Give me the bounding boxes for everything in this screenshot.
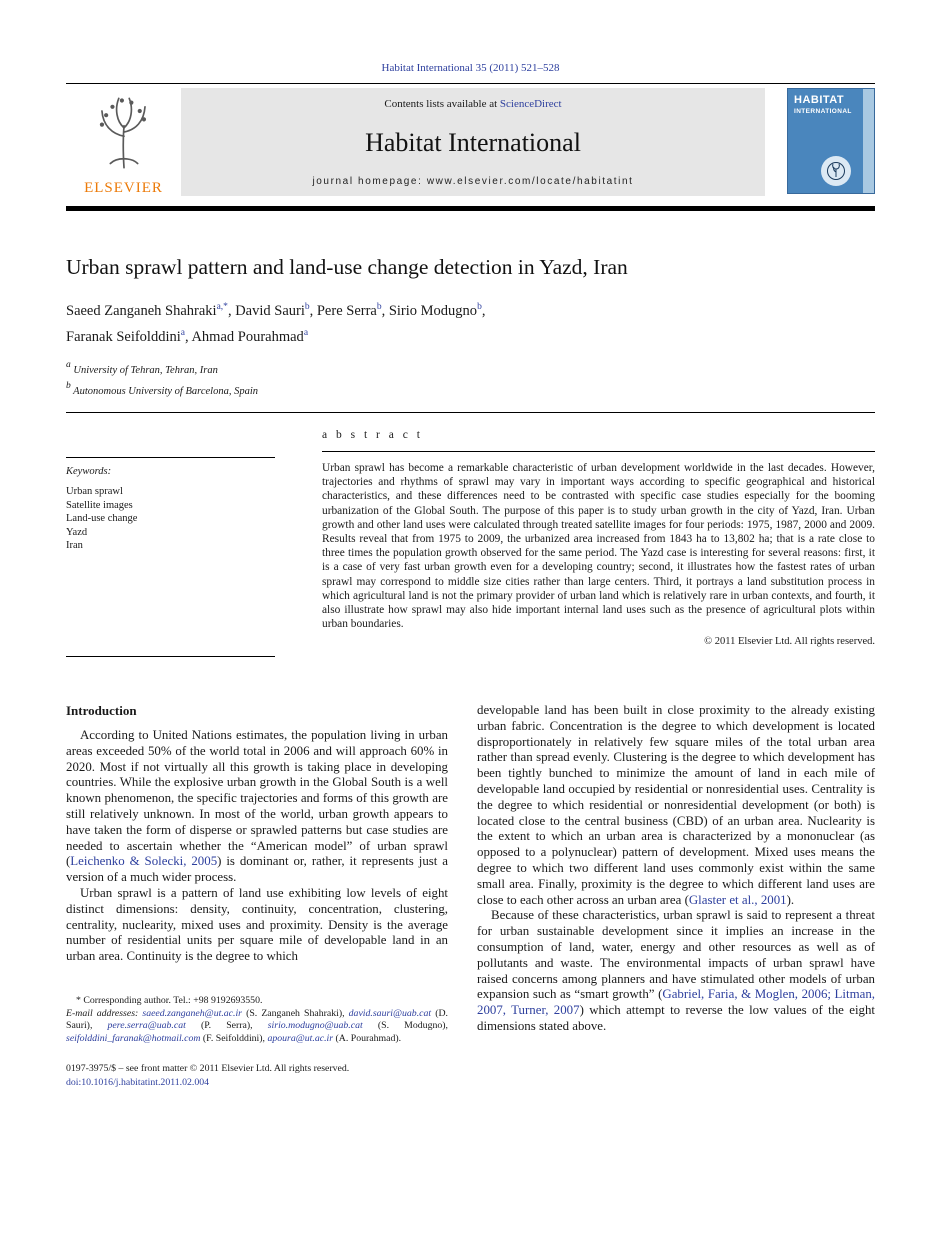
- text-run: (A. Pourahmad).: [333, 1032, 402, 1044]
- text-run: ) is dominant or, rather, it represents just a version of a much wider process.: [66, 854, 448, 885]
- authors-line-2: [66, 322, 875, 348]
- text-run: (F. Seifolddini),: [200, 1032, 268, 1044]
- inline-link[interactable]: b: [477, 302, 482, 312]
- text-run: a: [66, 360, 71, 370]
- text-run: Because of these characteristics, urban sprawl is said to represent a threat for urban sustainable development since it implies an increase in the consumption of land, water, energy and other resources as well as of pollutants and waste. The environmental impacts of urban sprawl have raised concerns among planners and have stimulated other models of urban expansion such as “smart growth” (: [477, 908, 875, 1002]
- elsevier-logo: [66, 88, 181, 196]
- text-run: Urban sprawl is a pattern of land use exhibiting low levels of eight distinct dimensions: density, continuity, concentration, clustering, centrality, nuclearity, mixed uses and proximity. Density is the average number of residential units per square mile of developable land in an urban area. Continuity is the degree to which: [66, 885, 448, 964]
- contents-line-prefix: Contents lists available at: [384, 98, 500, 110]
- text-run: , Sirio Modugno: [381, 303, 478, 319]
- keyword-item: Land-use change: [66, 513, 138, 525]
- info-section-top-rule: [66, 412, 875, 413]
- inline-link[interactable]: sirio.modugno@uab.cat: [267, 1020, 363, 1032]
- authors-line-1: [66, 296, 875, 322]
- inline-link[interactable]: pere.serra@uab.cat: [107, 1020, 186, 1032]
- journal-header-box: [181, 88, 765, 196]
- inline-link[interactable]: Glaster et al., 2001: [688, 892, 787, 907]
- doi-link[interactable]: doi:10.1016/j.habitatint.2011.02.004: [66, 1076, 210, 1088]
- body-paragraph-sprawl-threat: [477, 908, 875, 1034]
- cover-side-strip: [863, 89, 874, 193]
- abstract-text: Urban sprawl has become a remarkable characteristic of urban development worldwide in the last decades. However, trajectories and rhythms of sprawl may vary in important ways according to specific geographical and historical characteristics, and these differences need to be contrasted with specific case studies especially for the booming urbanization of the Global South. The purpose of this paper is to study urban growth in the city of Yazd, Iran. Urban growth and other land uses were calculated through treated satellite images for four periods: 1975, 1987, 2000 and 2009. Results reveal that from 1975 to 2009, the urbanized area increased from 1843 ha to 13,802 ha; that is a rate close to three times the population growth observed for the same period. The Yazd case is interesting for several reasons: first, it is a case of very fast urban growth even for a developing country; second, it illustrates how the fastest rates of urban sprawl may correspond to middle size cities rather than large centers. Third, it portrays a land substitution process in which agricultural land is not the primary provider of urban land which is relatively rare in urban contexts, and fourth, it also illustrate how sprawl may also hide important internal land uses such as the presence of agricultural plots within urban boundaries.: [322, 462, 875, 631]
- keyword-item: Satellite images: [66, 499, 133, 511]
- article-title: Urban sprawl pattern and land-use change detection in Yazd, Iran: [66, 255, 628, 279]
- inline-link[interactable]: a: [303, 328, 309, 338]
- inline-link[interactable]: apoura@ut.ac.ir: [267, 1032, 334, 1044]
- keyword-item: Urban sprawl: [66, 486, 123, 498]
- keywords-section: [66, 457, 275, 657]
- copyright-notice: © 2011 Elsevier Ltd. All rights reserved.: [704, 636, 875, 648]
- inline-link[interactable]: saeed.zanganeh@ut.ac.ir: [142, 1007, 242, 1019]
- keywords-list: [66, 485, 275, 552]
- text-run: ) which attempt to reverse the low values of the eight dimensions stated above.: [477, 1003, 875, 1033]
- journal-cover-thumbnail[interactable]: [787, 88, 875, 194]
- article-footer: [66, 1062, 448, 1089]
- keywords-label: Keywords:: [66, 466, 112, 477]
- text-run: University of Tehran, Tehran, Iran: [70, 365, 218, 376]
- article-body: [66, 703, 875, 1089]
- issn-copyright-line: 0197-3975/$ – see front matter © 2011 Elsevier Ltd. All rights reserved.: [66, 1063, 350, 1075]
- text-run: Saeed Zanganeh Shahraki: [66, 303, 217, 319]
- elsevier-tree-icon: [84, 90, 164, 179]
- intro-paragraph-2: [66, 886, 448, 965]
- abstract-section: [322, 429, 875, 657]
- text-run: (D. Sauri),: [66, 1007, 448, 1032]
- text-run: developable land has been built in close proximity to the already existing urban fabric. Concentration is the degree to which development is located disproportionately in relatively few square miles of the total urban area rather than spread evenly. Clustering is the degree to which development has been tightly bunched to minimize the amount of land in each mile of developable land occupied by residential or nonresidential uses. Centrality is the degree to which residential or nonresidential development (or both) is located close to the central business (CBD) of an urban area. Nuclearity is the extent to which an urban area is characterized by a mononuclear (as opposed to a polynuclear) pattern of development. Mixed uses means the degree to which two different land uses commonly exist within the same small area. Finally, proximity is the degree to which different land uses are close to each other across an urban area (: [477, 703, 875, 907]
- text-run: E-mail addresses:: [66, 1007, 143, 1019]
- keyword-item: Yazd: [66, 526, 88, 538]
- inline-link[interactable]: david.sauri@uab.cat: [348, 1007, 432, 1019]
- text-run: , David Sauri: [227, 303, 305, 319]
- text-run: (S. Zanganeh Shahraki),: [242, 1007, 349, 1019]
- inline-link[interactable]: seifolddini_faranak@hotmail.com: [66, 1032, 201, 1044]
- inline-link[interactable]: Leichenko & Solecki, 2005: [70, 854, 218, 869]
- intro-paragraph-1: [66, 728, 448, 886]
- body-paragraph-continuation: [477, 703, 875, 908]
- introduction-heading: Introduction: [66, 703, 137, 718]
- inline-link[interactable]: b: [304, 302, 310, 312]
- affiliation-a: [66, 358, 875, 379]
- text-run: , Pere Serra: [309, 303, 377, 319]
- inline-link[interactable]: Gabriel, Faria, & Moglen, 2006; Litman, 2007, Turner, 2007: [477, 987, 875, 1018]
- journal-citation[interactable]: Habitat International 35 (2011) 521–528: [381, 62, 560, 74]
- body-column-left: [66, 703, 448, 1089]
- text-run: (S. Modugno),: [362, 1020, 448, 1032]
- elsevier-wordmark: ELSEVIER: [84, 180, 163, 196]
- keyword-item: Iran: [66, 540, 83, 552]
- journal-header: [66, 88, 875, 196]
- header-top-rule: [66, 83, 875, 84]
- text-run: b: [66, 380, 71, 391]
- text-run: ).: [786, 892, 795, 907]
- contents-line: [384, 98, 561, 110]
- text-run: * Corresponding author. Tel.: +98 9192693550.: [76, 994, 263, 1006]
- text-run: Autonomous University of Barcelona, Spain: [70, 385, 258, 397]
- journal-homepage-link[interactable]: journal homepage: www.elsevier.com/locate/habitatint: [312, 176, 634, 187]
- inline-link[interactable]: b: [376, 302, 382, 312]
- affiliations: [66, 358, 875, 399]
- text-run: , Ahmad Pourahmad: [185, 329, 304, 345]
- text-run: According to United Nations estimates, the population living in urban areas exceeded 50% of the world total in 2006 and will approach 60% in 2020. Most if not virtually all this growth is taking place in developing countries. While the explosive urban growth in the Global South is a well known phenomenon, the specific trajectories and forms of this growth are still relatively unknown. In most of the world, urban growth appears to have taken the form of disperse or sprawled patterns but case studies are needed to ascertain whether the “American model” of urban sprawl (: [66, 728, 448, 869]
- inline-link[interactable]: a,*: [216, 302, 228, 312]
- cover-title-line1: HABITAT: [794, 94, 845, 106]
- journal-title: Habitat International: [365, 128, 581, 157]
- cover-title-line2: INTERNATIONAL: [794, 108, 852, 115]
- article-info-section: [66, 429, 875, 657]
- text-run: ,: [481, 303, 486, 319]
- corresponding-author-note: [66, 995, 448, 1008]
- footnotes: [66, 995, 448, 1045]
- body-column-right: [477, 703, 875, 1089]
- sciencedirect-link[interactable]: ScienceDirect: [499, 98, 562, 110]
- text-run: Faranak Seifolddini: [66, 329, 181, 345]
- affiliation-b: [66, 379, 875, 400]
- text-run: (P. Serra),: [185, 1020, 268, 1032]
- header-divider-bar: [66, 206, 875, 211]
- email-addresses-note: [66, 1008, 448, 1046]
- inline-link[interactable]: a: [180, 328, 185, 338]
- journal-cover-emblem-icon: [821, 156, 851, 186]
- abstract-heading: a b s t r a c t: [322, 429, 875, 452]
